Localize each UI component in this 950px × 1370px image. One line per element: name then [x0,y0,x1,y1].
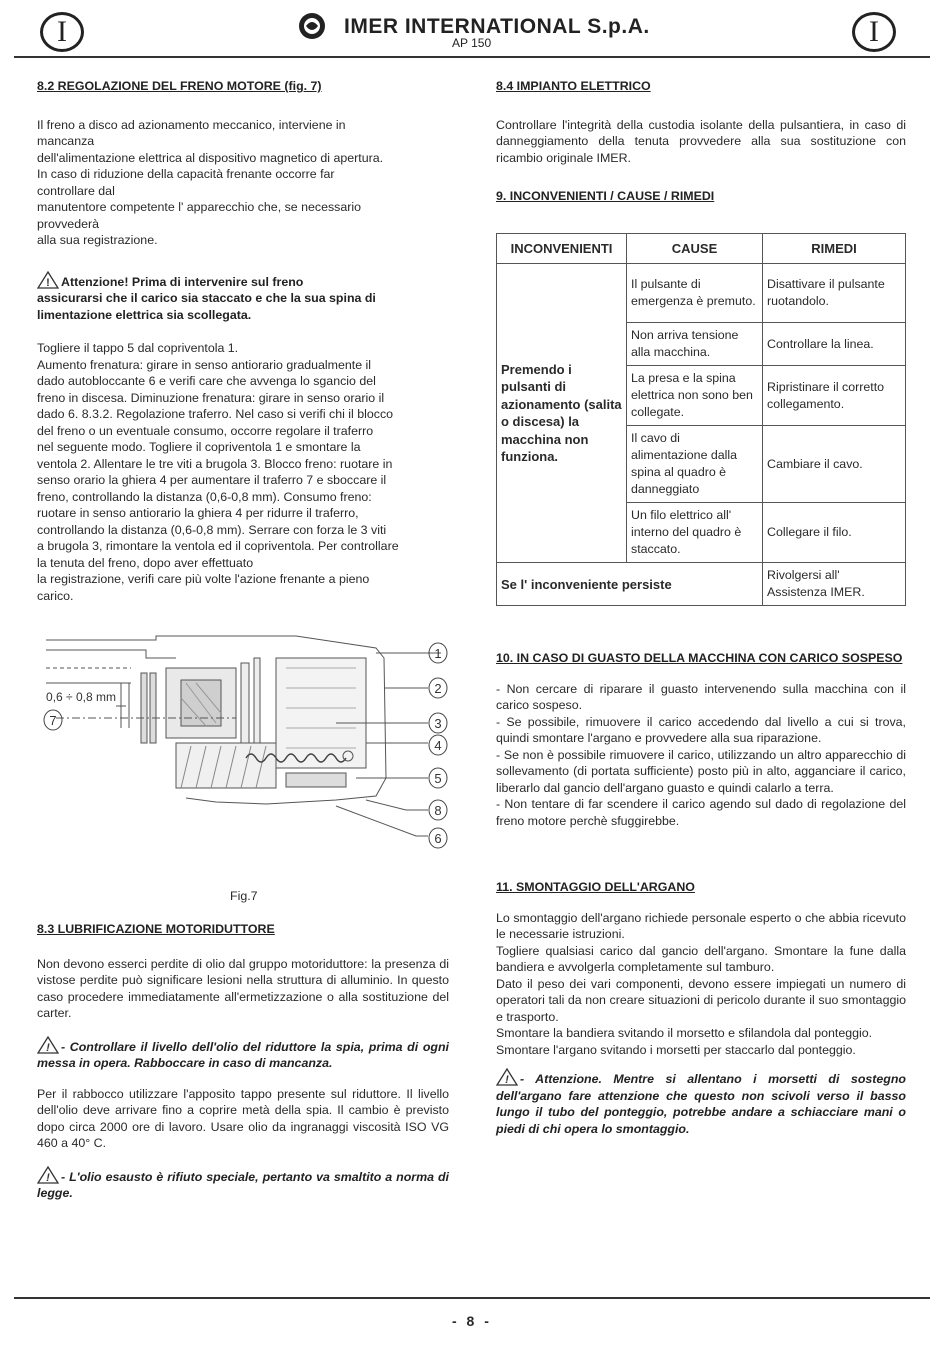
warning-line: ! Attenzione! Prima di intervenire sul freno [37,271,447,291]
paragraph: - Non tentare di far scendere il carico agendo sul dado di regolazione del freno motore perchè sfuggirebbe. [496,797,906,828]
remedy-cell: Rivolgersi all' Assistenza IMER. [763,563,906,606]
svg-text:!: ! [46,276,50,289]
body-line: la tenuta del freno, dopo aver effettuato [37,555,254,570]
callout-7: 7 [49,713,57,728]
callout-6: 6 [434,831,442,846]
cause-cell: Il cavo di alimentazione dalla spina al quadro è danneggiato [627,426,763,503]
section-heading: 8.3 LUBRIFICAZIONE MOTORIDUTTORE [37,922,275,936]
body-line: senso orario la ghiera 4 per aumentare il traferro 7 e sboccare il [37,473,387,487]
body-line: ruotare in senso antiorario la ghiera 4 per ridurre il traferro, [37,506,359,520]
intro-line: controllare dal [37,183,115,198]
figure-caption: Fig.7 [230,889,258,903]
page-number: - 8 - [452,1313,492,1329]
cause-cell: La presa e la spina elettrica non sono ben collegate. [627,366,763,426]
body-line: nel seguente modo. Togliere il copriventola 1 e smontare la [37,440,361,454]
troubleshooting-table [496,233,906,606]
remedy-cell: Cambiare il cavo. [763,426,906,503]
body-line: controllando la distanza (0,6-0,8 mm). Serrare con forza le 3 viti [37,522,387,537]
language-mark-right [852,12,896,52]
body-line: ventola 2. Allentare le tre viti a brugola 3. Blocco freno: ruotare in [37,456,393,471]
company-title: IMER INTERNATIONAL S.p.A. [344,15,650,38]
language-letter-left: I [57,15,67,48]
section-8-4 [496,78,906,205]
section-8-3 [37,921,449,1202]
cause-cell: Il pulsante di emergenza è premuto. [627,264,763,323]
header-rule [14,56,930,58]
body-line: dado autobloccante 6 e verifi care che avvenga lo sgancio del [37,374,376,388]
body-line: del freno o un eventuale consumo, occorre regolare il traferro [37,423,374,438]
callout-2: 2 [434,681,442,696]
column-header: RIMEDI [763,234,906,264]
warning-icon [37,1036,59,1054]
table-header-row [497,234,906,264]
body-line: freno, controllando la distanza (0,6-0,8 mm). Consumo freno: [37,489,372,504]
intro-line: provvederà [37,216,99,231]
remedy-cell: Collegare il filo. [763,503,906,563]
body-line: la registrazione, verifi care più volte l'azione frenante a pieno [37,572,370,586]
intro-line: dell'alimentazione elettrica al dispositivo magnetico di apertura. [37,150,384,165]
paragraph: Controllare l'integrità della custodia isolante della pulsantiera, in caso di danneggiamento della tenuta provvedere alla sua sostituzione con ricambio originale IMER. [496,117,906,165]
remedy-cell: Controllare la linea. [763,323,906,366]
body-line: freno in discesa. Diminuzione frenatura: girare in senso orario il [37,390,385,405]
paragraph: - Se non è possibile rimuovere il carico, utilizzando un altro apparecchio di sollevamento (di portata sufficiente) posto più in alto, agganciare il carico, liberarlo dal gancio dell'argano guasto e quindi calarlo a terra. [496,747,906,795]
remedy-cell: Disattivare il pulsante ruotandolo. [763,264,906,323]
footer-rule [14,1297,930,1299]
gap-label: 0,6 ÷ 0,8 mm [46,690,116,704]
svg-text:!: ! [46,1041,50,1054]
warning-icon [37,1166,59,1184]
warning-icon [496,1068,518,1086]
paragraph: - Se possibile, rimuovere il carico accedendo dal livello a cui si trova, quindi smontare l'argano e provvedere alla sua riparazione. [496,714,906,745]
body-line: a brugola 3, rimontare la ventola ed il copriventola. Per controllare [37,539,399,553]
paragraph: Dato il peso dei vari componenti, devono essere impiegati un numero di operatori tali da non creare situazioni di pericolo durante il suo smontaggio e trasporto. [496,976,906,1024]
cause-cell: Un filo elettrico all' interno del quadro è staccato. [627,503,763,563]
callout-5: 5 [434,771,442,786]
callout-1: 1 [434,646,442,661]
column-header: INCONVENIENTI [497,234,627,264]
callout-4: 4 [434,738,442,753]
warning-block [37,271,447,324]
warning-paragraph: ! - Attenzione. Mentre si allentano i morsetti di sostegno dell'argano fare attenzione che questo non scivoli verso il basso lungo il tubo del ponteggio, potrebbe andare a schiacciare mani o piedi di chi opera lo smontaggio. [496,1068,906,1137]
body-line: Aumento frenatura: girare in senso antiorario gradualmente il [37,357,372,372]
section-11 [496,879,906,1137]
paragraph: Non devono esserci perdite di olio dal gruppo motoriduttore: la presenza di vistose perdite può significare lesioni nella struttura di alluminio. In questo caso procedere immediatamente all'ermetizzazione o alla sostituzione del carter. [37,956,449,1020]
section-10 [496,650,906,829]
column-header: CAUSE [627,234,763,264]
paragraph: Togliere qualsiasi carico dal gancio dell'argano. Smontare la fune dalla bandiera e avvolgerla completamente sul tamburo. [496,943,906,974]
callout-8: 8 [434,803,442,818]
paragraph: - Non cercare di riparare il guasto intervenendo sulla macchina con il carico sospeso. [496,681,906,712]
section-heading: 10. IN CASO DI GUASTO DELLA MACCHINA CON CARICO SOSPESO [496,651,903,665]
remedy-cell: Ripristinare il corretto collegamento. [763,366,906,426]
table-row [497,264,906,323]
problem-cell: Premendo i pulsanti di azionamento (salita o discesa) la macchina non funziona. [497,264,627,563]
intro-line: manutentore competente l' apparecchio che, se necessario [37,200,362,214]
section-heading: 9. INCONVENIENTI / CAUSE / RIMEDI [496,189,715,203]
intro-line: In caso di riduzione della capacità frenante occorre far [37,167,335,181]
warning-line: limentazione elettrica sia scollegata. [37,307,252,322]
svg-text:!: ! [505,1074,509,1086]
body-line: dado 6. 8.3.2. Regolazione traferro. Nel caso si verifi chi il blocco [37,407,394,421]
section-heading: 11. SMONTAGGIO DELL'ARGANO [496,880,695,894]
model-label: AP 150 [452,36,492,50]
body-line: carico. [37,588,74,603]
warning-paragraph: ! - Controllare il livello dell'olio del riduttore la spia, prima di ogni messa in opera. Rabboccare in caso di mancanza. [37,1036,449,1072]
imer-logo-icon [298,12,326,40]
table-row [497,563,906,606]
svg-text:!: ! [46,1171,50,1184]
paragraph: Lo smontaggio dell'argano richiede personale esperto o che abbia ricevuto le necessarie istruzioni. [496,910,906,941]
section-heading: 8.2 REGOLAZIONE DEL FRENO MOTORE (fig. 7) [37,79,322,93]
persist-cell: Se l' inconveniente persiste [497,563,763,606]
cause-cell: Non arriva tensione alla macchina. [627,323,763,366]
brake-diagram [36,628,456,858]
warning-line: assicurarsi che il carico sia staccato e che la sua spina di [37,291,376,305]
paragraph: Per il rabbocco utilizzare l'apposito tappo presente sul riduttore. Il livello dell'olio deve arrivare fino a coprire metà della spia. Il cambio è previsto dopo circa 2000 ore di lavoro. Usare olio da ingranaggi viscosità ISO VG 460 a 40° C. [37,1086,449,1150]
section-heading: 8.4 IMPIANTO ELETTRICO [496,79,651,93]
intro-line: alla sua registrazione. [37,233,158,247]
warning-icon [37,271,59,289]
language-mark-left [40,12,84,52]
warning-paragraph: ! - L'olio esausto è rifiuto speciale, pertanto va smaltito a norma di legge. [37,1166,449,1202]
body-line: Togliere il tappo 5 dal copriventola 1. [37,341,239,355]
paragraph: Smontare la bandiera svitando il morsetto e sfilandola dal ponteggio. [496,1026,873,1040]
intro-line: Il freno a disco ad azionamento meccanico, interviene in [37,117,346,132]
paragraph: Smontare l'argano svitando i morsetti per staccarlo dal ponteggio. [496,1042,856,1057]
intro-line: mancanza [37,134,95,148]
callout-3: 3 [434,716,442,731]
section-8-2 [37,78,447,604]
language-letter-right: I [869,15,879,48]
